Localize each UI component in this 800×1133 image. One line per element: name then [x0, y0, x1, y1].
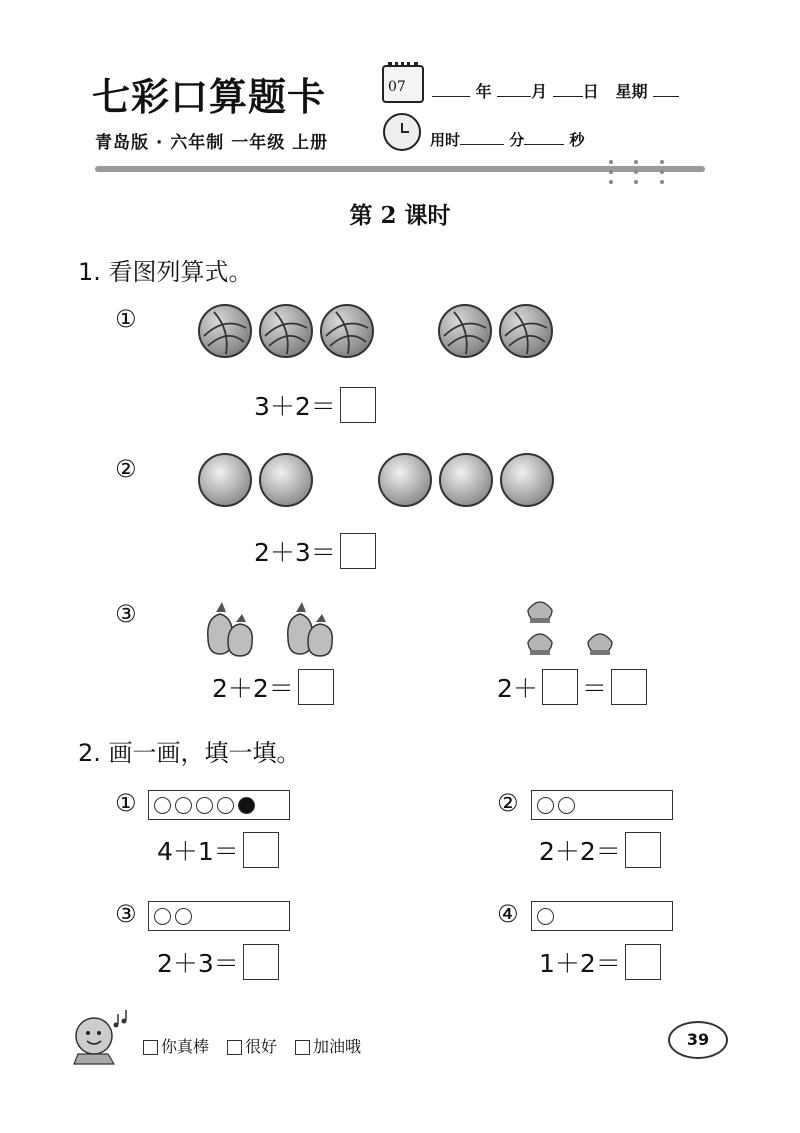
item-number: ②: [115, 455, 137, 483]
drawing-strip[interactable]: [148, 790, 290, 820]
equation-2-3: [157, 944, 279, 980]
ball-group-2: [198, 453, 313, 507]
mascot-icon: [68, 1006, 140, 1068]
calendar-icon: [382, 65, 424, 103]
day-label: 日: [582, 82, 599, 101]
checkbox[interactable]: [143, 1040, 158, 1055]
equation-text: 1＋2＝: [539, 949, 621, 978]
item-number: ①: [115, 305, 137, 333]
page-number: 39: [668, 1021, 728, 1059]
minute-label: 分: [509, 131, 525, 149]
pear-group-icon: [198, 596, 358, 662]
answer-box[interactable]: [625, 832, 661, 868]
basketball-group-3: [198, 304, 374, 358]
answer-box[interactable]: [243, 944, 279, 980]
empty-circle: [196, 797, 213, 814]
empty-circle: [537, 797, 554, 814]
drawing-strip[interactable]: [531, 790, 673, 820]
ball-icon: [500, 453, 554, 507]
equation-text: 2＋: [497, 674, 538, 703]
year-label: 年: [475, 82, 492, 101]
time-line: [430, 129, 585, 150]
month-label: 月: [531, 82, 548, 101]
rating-option[interactable]: 你真棒: [143, 1034, 209, 1057]
answer-box[interactable]: [340, 387, 376, 423]
equation-text: 2＋3＝: [157, 949, 239, 978]
equation-1: [254, 387, 376, 423]
ball-icon: [198, 453, 252, 507]
answer-box[interactable]: [611, 669, 647, 705]
basketball-icon: [320, 304, 374, 358]
ball-icon: [259, 453, 313, 507]
empty-circle: [217, 797, 234, 814]
answer-box[interactable]: [340, 533, 376, 569]
equation-text: ＝: [581, 674, 607, 703]
weekday-label: 星期: [615, 82, 648, 101]
ball-group-3: [378, 453, 554, 507]
answer-box[interactable]: [243, 832, 279, 868]
equation-text: 2＋2＝: [212, 674, 294, 703]
basketball-icon: [259, 304, 313, 358]
basketball-icon: [499, 304, 553, 358]
item-number: ③: [115, 900, 137, 928]
answer-box[interactable]: [625, 944, 661, 980]
edition-label: 青岛版 · 六年制 一年级 上册: [95, 133, 329, 153]
empty-circle: [558, 797, 575, 814]
drawing-strip[interactable]: [531, 901, 673, 931]
binder-hook: [634, 160, 638, 184]
binder-hook: [660, 160, 664, 184]
section2-title: 2. 画一画，填一填。: [78, 739, 301, 767]
empty-circle: [537, 908, 554, 925]
equation-text: 4＋1＝: [157, 837, 239, 866]
header-divider: [95, 166, 705, 172]
item-number: ④: [497, 900, 519, 928]
ball-icon: [439, 453, 493, 507]
item-number: ②: [497, 789, 519, 817]
section1-title: 1. 看图列算式。: [78, 258, 253, 286]
filled-circle: [238, 797, 255, 814]
empty-circle: [154, 908, 171, 925]
answer-box[interactable]: [298, 669, 334, 705]
equation-text: 2＋2＝: [539, 837, 621, 866]
ball-icon: [378, 453, 432, 507]
drawing-strip[interactable]: [148, 901, 290, 931]
peach-group-icon: [522, 596, 622, 664]
rating-option[interactable]: 加油哦: [295, 1034, 361, 1057]
calendar-day: 07: [388, 79, 406, 95]
clock-icon: [383, 113, 421, 151]
empty-circle: [175, 797, 192, 814]
checkbox[interactable]: [227, 1040, 242, 1055]
equation-text: 3＋2＝: [254, 392, 336, 421]
equation-3b: [497, 669, 647, 705]
equation-2-4: [539, 944, 661, 980]
basketball-group-2: [438, 304, 553, 358]
empty-circle: [154, 797, 171, 814]
equation-2: [254, 533, 376, 569]
answer-box[interactable]: [542, 669, 578, 705]
checkbox[interactable]: [295, 1040, 310, 1055]
second-label: 秒: [569, 131, 585, 149]
basketball-icon: [198, 304, 252, 358]
rating-options: [143, 1034, 361, 1057]
equation-3a: [212, 669, 334, 705]
date-line: [432, 79, 679, 102]
equation-2-2: [539, 832, 661, 868]
basketball-icon: [438, 304, 492, 358]
brand-title: 七彩口算题卡: [92, 74, 327, 119]
equation-2-1: [157, 832, 279, 868]
empty-circle: [175, 908, 192, 925]
equation-text: 2＋3＝: [254, 538, 336, 567]
item-number: ①: [115, 789, 137, 817]
rating-option[interactable]: 很好: [227, 1034, 277, 1057]
item-number: ③: [115, 600, 137, 628]
binder-hook: [609, 160, 613, 184]
lesson-title: 第 2 课时: [349, 202, 451, 229]
time-label: 用时: [430, 131, 461, 149]
